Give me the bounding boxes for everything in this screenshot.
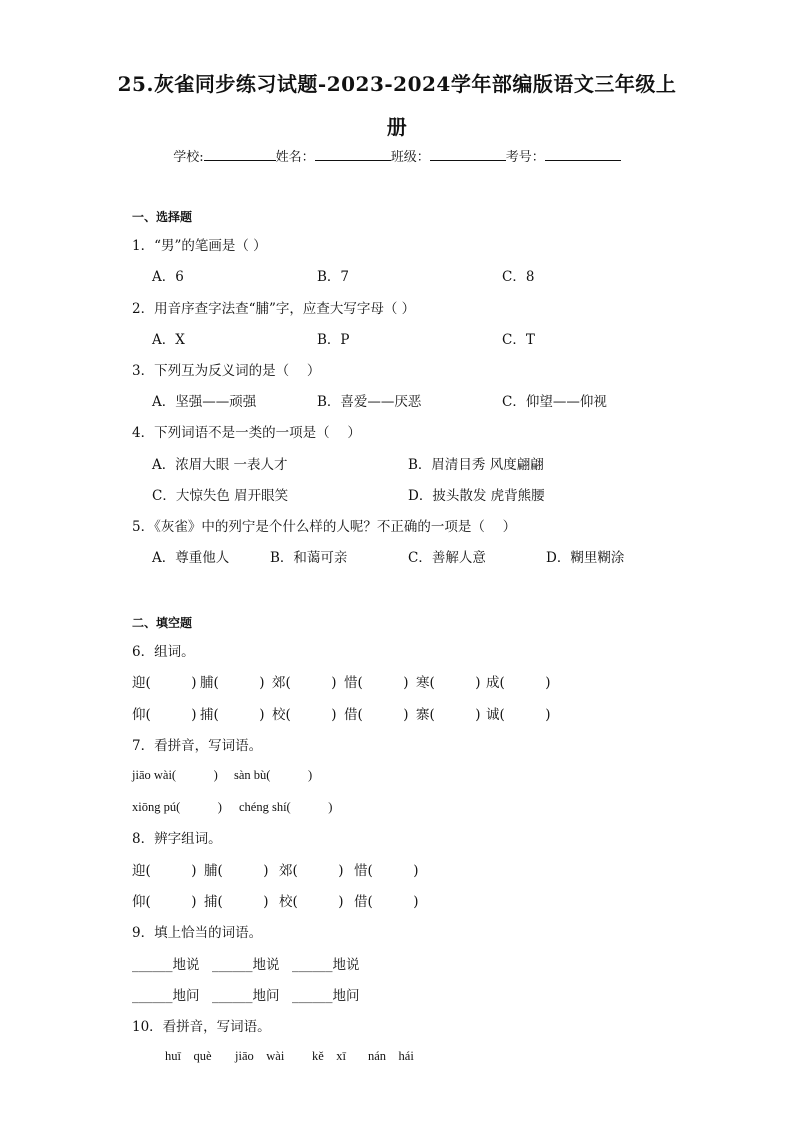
class-label: 班级： [390, 150, 430, 165]
q6-cell[interactable]: 寨( ) [416, 707, 481, 723]
section-heading-fill: 二、填空题 [132, 616, 193, 630]
q6-cell[interactable]: 校( ) [272, 707, 337, 723]
question-10: 10．看拼音，写词语。 [132, 1019, 271, 1035]
page-title-line2: 册 [386, 115, 408, 139]
q8-cell[interactable]: 惜( ) [354, 863, 419, 879]
exam-number-label: 考号： [505, 150, 545, 165]
q8-row-2 [132, 890, 419, 910]
student-info-row [0, 146, 794, 165]
q7-cell[interactable]: xiōng pú( ) [132, 800, 222, 814]
q5-option-b: B．和蔼可亲 [270, 550, 348, 566]
q1-option-a: A．6 [152, 269, 184, 285]
q5-option-a: A．尊重他人 [152, 550, 230, 566]
q8-cell[interactable]: 脯( ) [204, 863, 269, 879]
q8-cell[interactable]: 借( ) [354, 894, 419, 910]
q6-cell[interactable]: 寒( ) [416, 675, 481, 691]
q10-pinyin: huī què [165, 1049, 212, 1063]
q2-option-a: A．X [152, 332, 185, 348]
q6-cell[interactable]: 脯( ) [200, 675, 265, 691]
q4-option-b: B．眉清目秀 风度翩翩 [408, 457, 544, 473]
q8-cell[interactable]: 仰( ) [132, 894, 197, 910]
q7-row-2 [132, 797, 332, 815]
name-blank[interactable] [315, 148, 391, 161]
q6-cell[interactable]: 借( ) [344, 707, 409, 723]
q6-row-1 [132, 671, 556, 691]
q3-option-c: C．仰望——仰视 [502, 394, 607, 410]
q4-option-d: D．披头散发 虎背熊腰 [408, 488, 545, 504]
q4-option-a: A．浓眉大眼 一表人才 [152, 457, 288, 473]
question-5: 5．《灰雀》中的列宁是个什么样的人呢？不正确的一项是（ ） [132, 519, 517, 535]
page-title: 25.灰雀同步练习试题-2023-2024学年部编版语文三年级上 [117, 72, 677, 96]
q7-cell[interactable]: jiāo wài( ) [132, 768, 218, 782]
q6-row-2 [132, 703, 556, 723]
q8-row-1 [132, 859, 419, 879]
question-2: 2．用音序查字法查“脯”字，应查大写字母（ ） [132, 301, 416, 317]
school-label: 学校: [173, 150, 204, 165]
q9-cell[interactable]: ______地问 [292, 988, 360, 1004]
school-blank[interactable] [204, 148, 276, 161]
q6-cell[interactable]: 捕( ) [200, 707, 265, 723]
q7-cell[interactable]: sàn bù( ) [234, 768, 313, 782]
q9-cell[interactable]: ______地问 [212, 988, 280, 1004]
name-label: 姓名： [275, 150, 315, 165]
q9-cell[interactable]: ______地问 [132, 988, 200, 1004]
q8-cell[interactable]: 迎( ) [132, 863, 197, 879]
q8-cell[interactable]: 郊( ) [279, 863, 344, 879]
q2-option-b: B．P [317, 332, 350, 348]
exam-number-blank[interactable] [545, 148, 621, 161]
q10-pinyin: nán hái [368, 1049, 414, 1063]
q6-cell[interactable]: 迎( ) [132, 675, 197, 691]
question-7: 7．看拼音，写词语。 [132, 738, 263, 754]
q8-cell[interactable]: 校( ) [279, 894, 344, 910]
q6-cell[interactable]: 惜( ) [344, 675, 409, 691]
q2-option-c: C．T [502, 332, 535, 348]
question-3: 3．下列互为反义词的是（ ） [132, 363, 321, 379]
q7-cell[interactable]: chéng shí( ) [239, 800, 333, 814]
q8-cell[interactable]: 捕( ) [204, 894, 269, 910]
q10-pinyin: jiāo wài [235, 1049, 285, 1063]
question-6: 6．组词。 [132, 644, 195, 660]
q9-cell[interactable]: ______地说 [212, 957, 280, 973]
question-8: 8．辨字组词。 [132, 831, 222, 847]
q6-cell[interactable]: 仰( ) [132, 707, 197, 723]
question-4: 4．下列词语不是一类的一项是（ ） [132, 425, 361, 441]
q5-option-d: D．糊里糊涂 [546, 550, 625, 566]
section-heading-choice: 一、选择题 [132, 210, 193, 224]
class-blank[interactable] [430, 148, 506, 161]
q6-cell[interactable]: 郊( ) [272, 675, 337, 691]
q9-row-1 [132, 953, 360, 973]
q4-option-c: C．大惊失色 眉开眼笑 [152, 488, 289, 504]
q10-pinyin: kě xī [312, 1049, 347, 1063]
q1-option-c: C．8 [502, 269, 535, 285]
q3-option-a: A．坚强——顽强 [152, 394, 257, 410]
q9-cell[interactable]: ______地说 [292, 957, 360, 973]
q9-cell[interactable]: ______地说 [132, 957, 200, 973]
q1-option-b: B．7 [317, 269, 350, 285]
question-1: 1．“男”的笔画是（ ） [132, 238, 267, 254]
question-9: 9．填上恰当的词语。 [132, 925, 263, 941]
q6-cell[interactable]: 诚( ) [486, 707, 551, 723]
q9-row-2 [132, 984, 360, 1004]
q5-option-c: C．善解人意 [408, 550, 486, 566]
q10-pinyin-row [165, 1046, 414, 1064]
q7-row-1 [132, 765, 312, 783]
q3-option-b: B．喜爱——厌恶 [317, 394, 422, 410]
q6-cell[interactable]: 成( ) [486, 675, 551, 691]
